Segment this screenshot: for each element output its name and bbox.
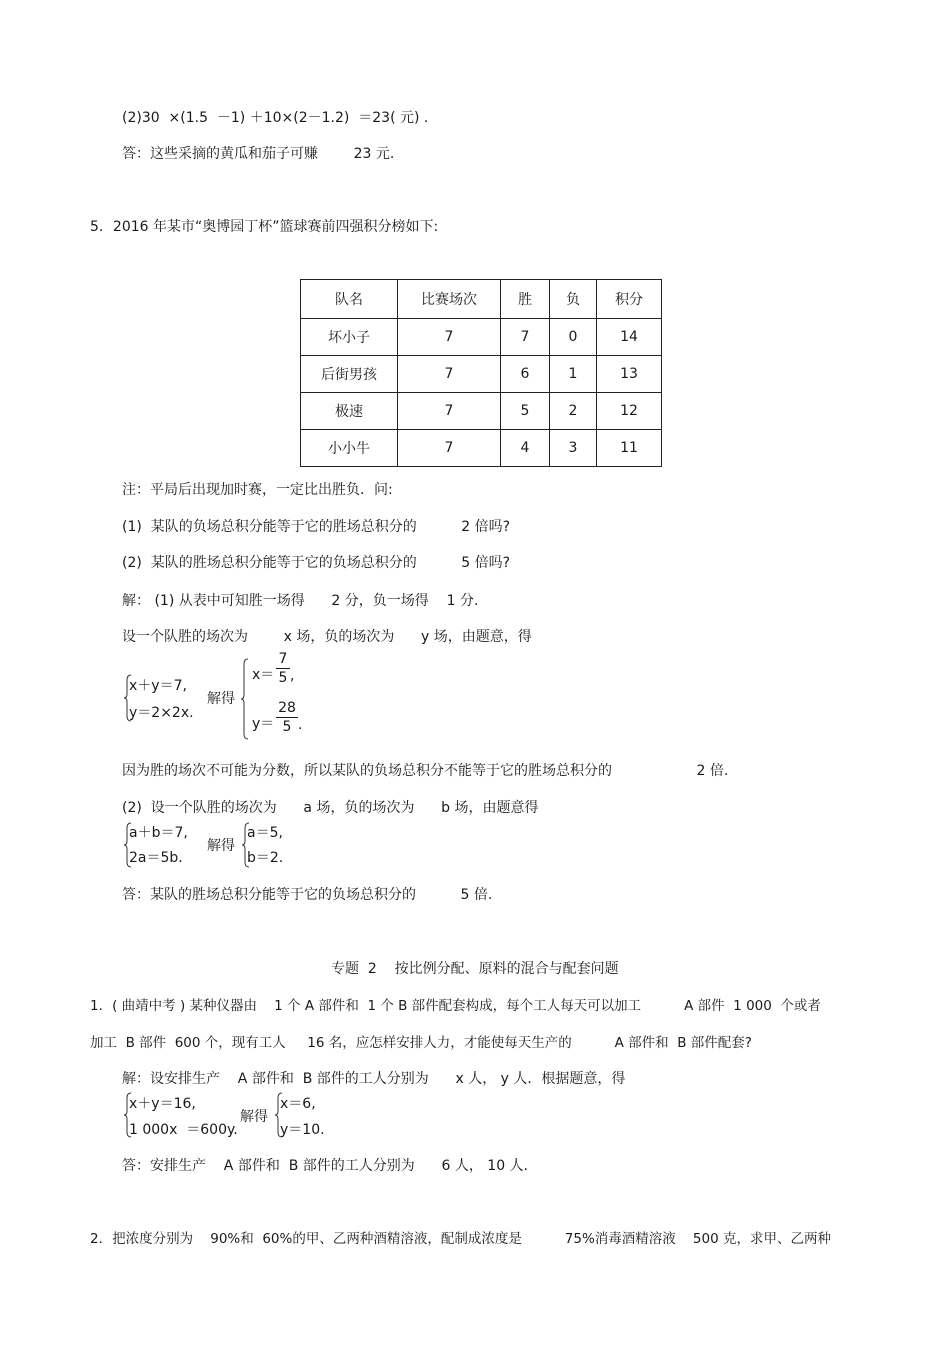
- answer-line: 答：这些采摘的黄瓜和茄子可赚 23 元.: [122, 146, 395, 162]
- period: .: [298, 717, 303, 733]
- cell-win: 6: [501, 356, 550, 393]
- denominator: 5: [278, 670, 288, 686]
- solved-label: 解得: [240, 1109, 268, 1125]
- score-table: [300, 279, 662, 467]
- header-loss: 负: [550, 280, 597, 319]
- setup-line-2: (2) 设一个队胜的场次为 a 场，负的场次为 b 场，由题意得: [122, 800, 539, 816]
- result-2a: a＝5,: [247, 825, 283, 841]
- question-part-2: (2) 某队的胜场总积分能等于它的负场总积分的 5 倍吗?: [122, 555, 511, 571]
- cell-win: 5: [501, 393, 550, 430]
- result-1b-lhs: y＝: [252, 716, 275, 732]
- cell-win: 7: [501, 319, 550, 356]
- result-3b: y＝10.: [280, 1122, 325, 1138]
- table-row: [301, 430, 662, 467]
- cell-games: 7: [398, 393, 501, 430]
- equation-3a: x＋y＝16,: [129, 1096, 196, 1112]
- equation-2b: 2a＝5b.: [129, 850, 183, 866]
- answer-line-2: 答：某队的胜场总积分能等于它的负场总积分的 5 倍.: [122, 887, 493, 903]
- solution-line: 解：设安排生产 A 部件和 B 部件的工人分别为 x 人， y 人．根据题意，得: [122, 1071, 626, 1087]
- table-row: [301, 356, 662, 393]
- comma: ,: [290, 668, 295, 684]
- result-3a: x＝6,: [280, 1096, 316, 1112]
- cell-points: 14: [597, 319, 662, 356]
- cell-games: 7: [398, 430, 501, 467]
- question-1-line-1: 1．( 曲靖中考 ) 某种仪器由 1 个 A 部件和 1 个 B 部件配套构成，每个工人每天可以加工 A 部件 1 000 个或者: [90, 998, 821, 1014]
- fraction-28-5: [276, 700, 298, 735]
- cell-loss: 2: [550, 393, 597, 430]
- section-heading: 专题 2 按比例分配、原料的混合与配套问题: [331, 961, 619, 977]
- question-1-line-2: 加工 B 部件 600 个，现有工人 16 名，应怎样安排人力，才能使每天生产的 A 部件和 B 部件配套?: [90, 1035, 752, 1051]
- left-brace-icon: [241, 658, 249, 740]
- table-row: [301, 319, 662, 356]
- header-points: 积分: [597, 280, 662, 319]
- cell-games: 7: [398, 356, 501, 393]
- denominator: 5: [282, 719, 292, 735]
- equation-1b: y＝2×2x.: [129, 705, 194, 721]
- numerator: 7: [278, 651, 288, 667]
- equation-1a: x＋y＝7,: [129, 678, 187, 694]
- cell-points: 13: [597, 356, 662, 393]
- cell-team: 小小牛: [301, 430, 398, 467]
- result-2b: b＝2.: [247, 850, 284, 866]
- cell-points: 12: [597, 393, 662, 430]
- cell-team: 后街男孩: [301, 356, 398, 393]
- equation-3b: 1 000x ＝600y.: [129, 1122, 238, 1138]
- note-line: 注：平局后出现加时赛，一定比出胜负．问:: [122, 482, 393, 498]
- numerator: 28: [278, 700, 296, 716]
- solved-label: 解得: [207, 691, 235, 707]
- cell-team: 极速: [301, 393, 398, 430]
- cell-win: 4: [501, 430, 550, 467]
- header-games: 比赛场次: [398, 280, 501, 319]
- question-5-title: 5．2016 年某市“奥博园丁杯”篮球赛前四强积分榜如下:: [90, 219, 439, 235]
- cell-loss: 1: [550, 356, 597, 393]
- calc-line: (2)30 ×(1.5 －1) ＋10×(2－1.2) ＝23( 元) .: [122, 110, 429, 126]
- header-team: 队名: [301, 280, 398, 319]
- solution-line: 解： (1) 从表中可知胜一场得 2 分，负一场得 1 分.: [122, 593, 479, 609]
- equation-2a: a＋b＝7,: [129, 825, 188, 841]
- header-win: 胜: [501, 280, 550, 319]
- cell-loss: 3: [550, 430, 597, 467]
- fraction-7-5: [276, 651, 290, 686]
- setup-line: 设一个队胜的场次为 x 场，负的场次为 y 场，由题意，得: [122, 629, 532, 645]
- answer-line-3: 答：安排生产 A 部件和 B 部件的工人分别为 6 人， 10 人.: [122, 1158, 529, 1174]
- table-row: [301, 393, 662, 430]
- table-header-row: [301, 280, 662, 319]
- solved-label: 解得: [207, 838, 235, 854]
- cell-points: 11: [597, 430, 662, 467]
- conclusion-line: 因为胜的场次不可能为分数，所以某队的负场总积分不能等于它的胜场总积分的 2 倍.: [122, 763, 729, 779]
- cell-team: 坏小子: [301, 319, 398, 356]
- question-2-line-1: 2．把浓度分别为 90%和 60%的甲、乙两种酒精溶液，配制成浓度是 75%消毒酒精溶液 500 克，求甲、乙两种: [90, 1231, 831, 1247]
- result-1a-lhs: x＝: [252, 667, 275, 683]
- question-part-1: (1) 某队的负场总积分能等于它的胜场总积分的 2 倍吗?: [122, 519, 511, 535]
- cell-loss: 0: [550, 319, 597, 356]
- cell-games: 7: [398, 319, 501, 356]
